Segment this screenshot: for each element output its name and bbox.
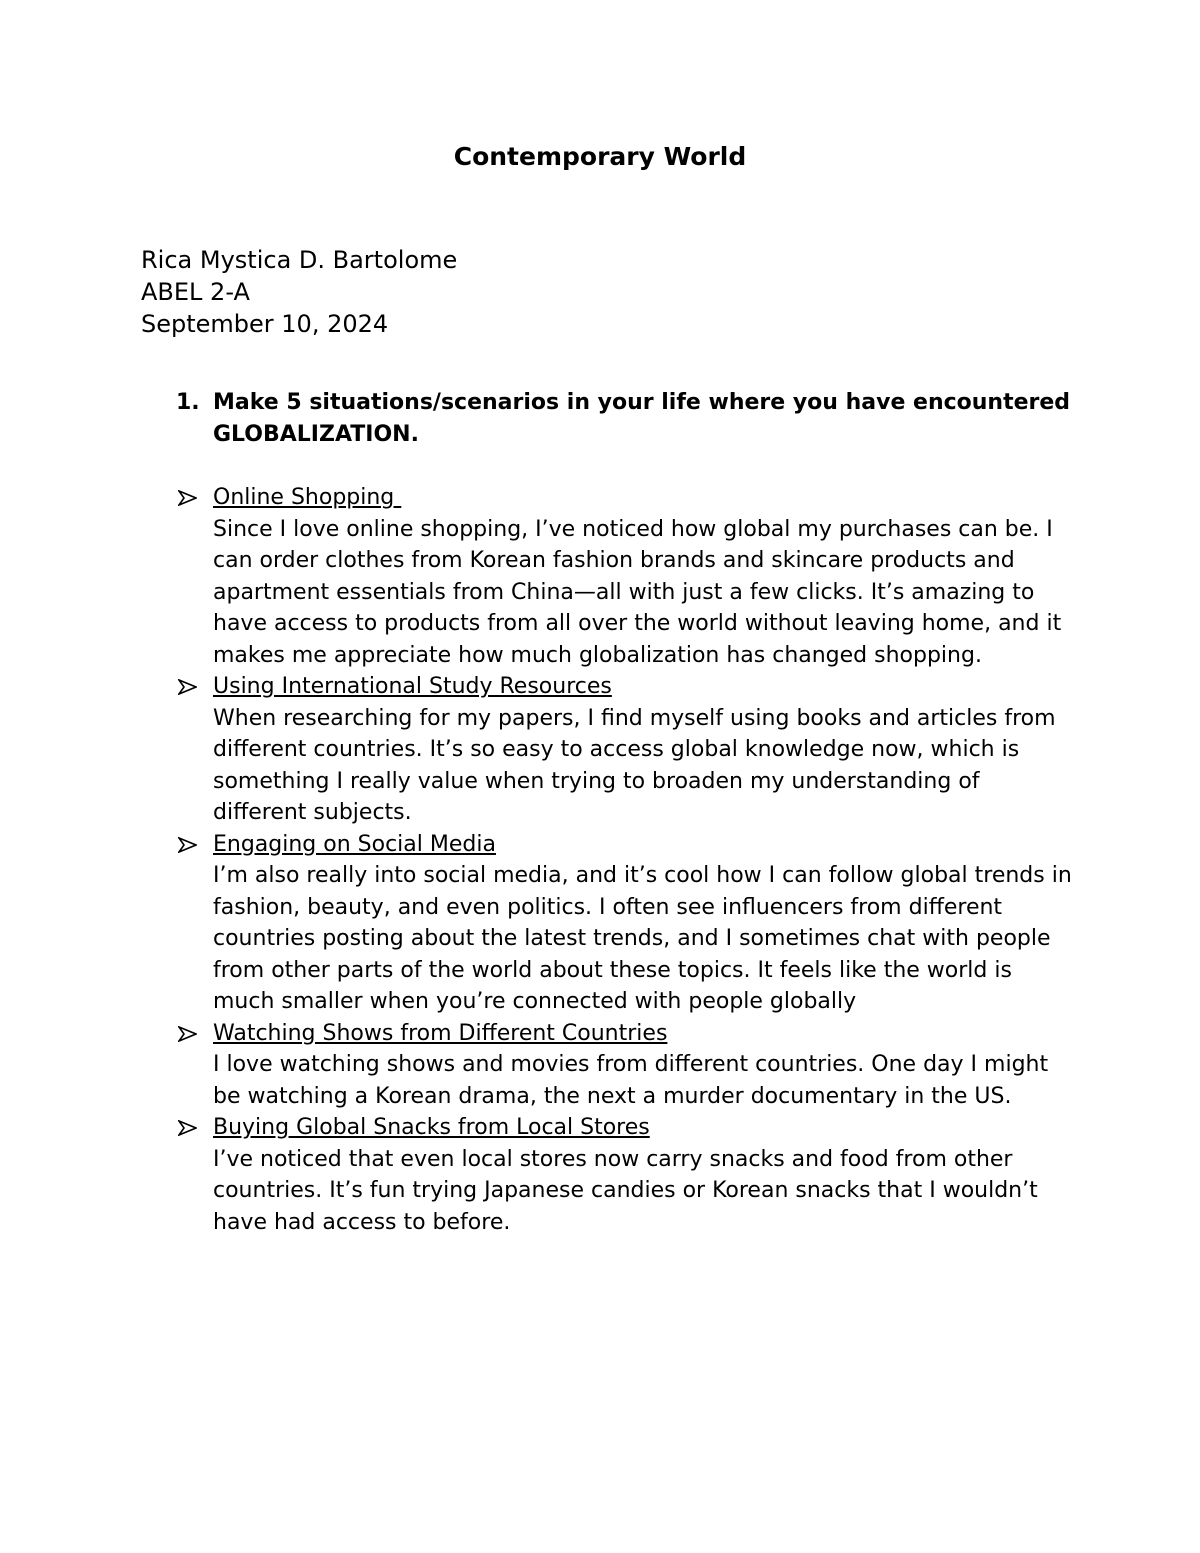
arrowhead-bullet-icon xyxy=(176,671,200,703)
scenario-heading: Buying Global Snacks from Local Stores xyxy=(213,1115,650,1140)
author-name: Rica Mystica D. Bartolome xyxy=(141,246,458,274)
scenario-body: Since I love online shopping, I’ve noticed how global my purchases can be. I can order clothes from Korean fashion brands and skincare products and apartment essentials from China—all with just a few clicks. It’s amazing to have access to products from all over the world without leaving home, and it makes me appreciate how much globalization has changed shopping. xyxy=(213,516,1062,668)
class-section: ABEL 2-A xyxy=(141,278,250,306)
document-title: Contemporary World xyxy=(453,142,747,171)
scenario-body: I’ve noticed that even local stores now carry snacks and food from other countries. It’s fun trying Japanese candies or Korean snacks that I wouldn’t have had access to before. xyxy=(213,1146,1038,1235)
author-header xyxy=(141,244,457,340)
scenario-heading: Watching Shows from Different Countries xyxy=(213,1020,668,1046)
arrowhead-bullet-icon xyxy=(176,1112,200,1144)
question xyxy=(176,387,1076,450)
arrowhead-bullet-icon xyxy=(176,1018,200,1050)
list-item xyxy=(176,1112,1076,1238)
scenario-heading: Online Shopping xyxy=(213,485,402,510)
document-date: September 10, 2024 xyxy=(141,310,389,338)
list-item xyxy=(176,671,1076,829)
scenario-body: I love watching shows and movies from different countries. One day I might be watching a Korean drama, the next a murder documentary in the US. xyxy=(213,1052,1049,1109)
scenario-body: When researching for my papers, I find myself using books and articles from different countries. It’s so easy to access global knowledge now, which is something I really value when trying to broaden my understanding of different subjects. xyxy=(213,705,1056,825)
scenario-body: I’m also really into social media, and it’s cool how I can follow global trends in fashion, beauty, and even politics. I often see influencers from different countries posting about the latest trends, and I sometimes chat with people from other parts of the world about these topics. It feels like the world is much smaller when you’re connected with people globally xyxy=(213,863,1072,1014)
scenario-heading: Engaging on Social Media xyxy=(213,831,496,857)
question-text: Make 5 situations/scenarios in your life where you have encountered GLOBALIZATION. xyxy=(213,390,1071,447)
arrowhead-bullet-icon xyxy=(176,482,200,514)
question-number: 1. xyxy=(176,390,200,415)
list-item xyxy=(176,829,1076,1018)
list-item xyxy=(176,482,1076,671)
arrowhead-bullet-icon xyxy=(176,829,200,861)
scenario-list xyxy=(176,482,1076,1238)
scenario-heading: Using International Study Resources xyxy=(213,674,612,699)
list-item xyxy=(176,1018,1076,1113)
